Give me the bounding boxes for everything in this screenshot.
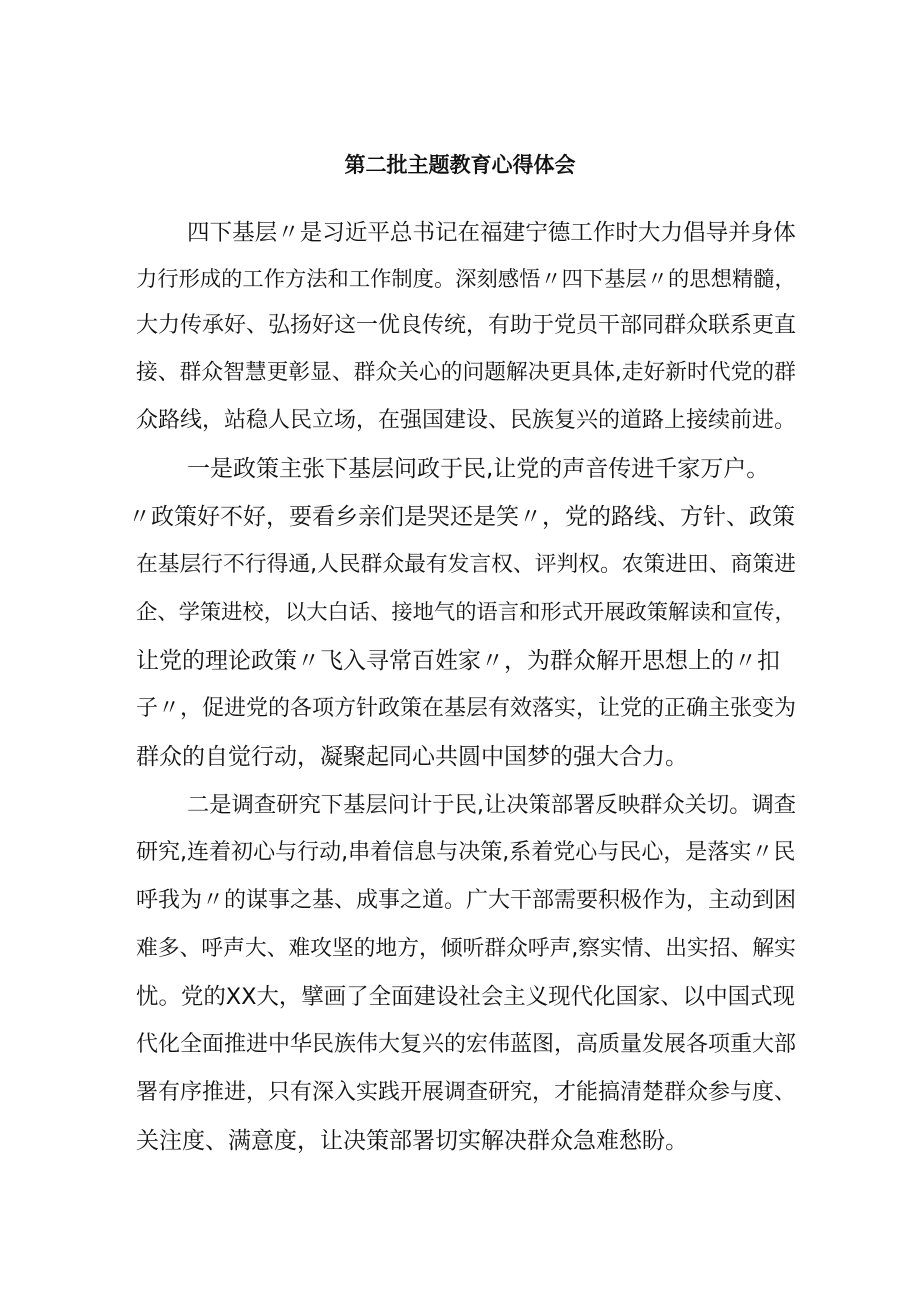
text-line: 忧。党的XX大，擘画了全面建设社会主义现代化国家、以中国式现 [136, 984, 795, 1010]
text-line: 接、群众智慧更彰显、群众关心的问题解决更具体,走好新时代党的群 [136, 360, 796, 385]
text-line: 难多、呼声大、难攻坚的地方，倾听群众呼声,察实情、出实招、解实 [136, 936, 796, 961]
text-line: 呼我为〃的谋事之基、成事之道。广大干部需要积极作为，主动到困 [136, 888, 797, 913]
text-line: 代化全面推进中华民族伟大复兴的宏伟蓝图，高质量发展各项重大部 [136, 1032, 797, 1057]
text-line: 力行形成的工作方法和工作制度。深刻感悟〃四下基层〃的思想精髓， [136, 267, 796, 292]
text-line: 大力传承好、弘扬好这一优良传统，有助于党员干部同群众联系更直 [136, 313, 797, 338]
text-line: 二是调查研究下基层问计于民,让决策部署反映群众关切。调查 [187, 792, 797, 818]
text-line: 一是政策主张下基层问政于民,让党的声音传进千家万户。 [187, 456, 770, 482]
text-line: 关注度、满意度，让决策部署切实解决群众急难愁盼。 [136, 1128, 688, 1154]
text-line: 四下基层〃是习近平总书记在福建宁德工作时大力倡导并身体 [187, 220, 796, 246]
text-line: 在基层行不行得通,人民群众最有发言权、评判权。农策进田、商策进 [136, 552, 796, 577]
text-line: 企、学策进校，以大白话、接地气的语言和形式开展政策解读和宣传， [136, 600, 796, 625]
text-line: 让党的理论政策〃飞入寻常百姓家〃，为群众解开思想上的〃扣 [136, 648, 780, 674]
document-title: 第二批主题教育心得体会 [344, 153, 576, 177]
text-line: 〃政策好不好，要看乡亲们是哭还是笑〃，党的路线、方针、政策 [128, 504, 795, 530]
text-line: 研究,连着初心与行动,串着信息与决策,系着党心与民心，是落实〃民 [136, 840, 796, 865]
text-line: 署有序推进，只有深入实践开展调查研究，才能搞清楚群众参与度、 [136, 1080, 797, 1105]
text-line: 群众的自觉行动，凝聚起同心共圆中国梦的强大合力。 [136, 744, 688, 770]
text-line: 众路线，站稳人民立场，在强国建设、民族复兴的道路上接续前进。 [136, 408, 797, 433]
text-line: 子〃，促进党的各项方针政策在基层有效落实，让党的正确主张变为 [136, 696, 797, 721]
